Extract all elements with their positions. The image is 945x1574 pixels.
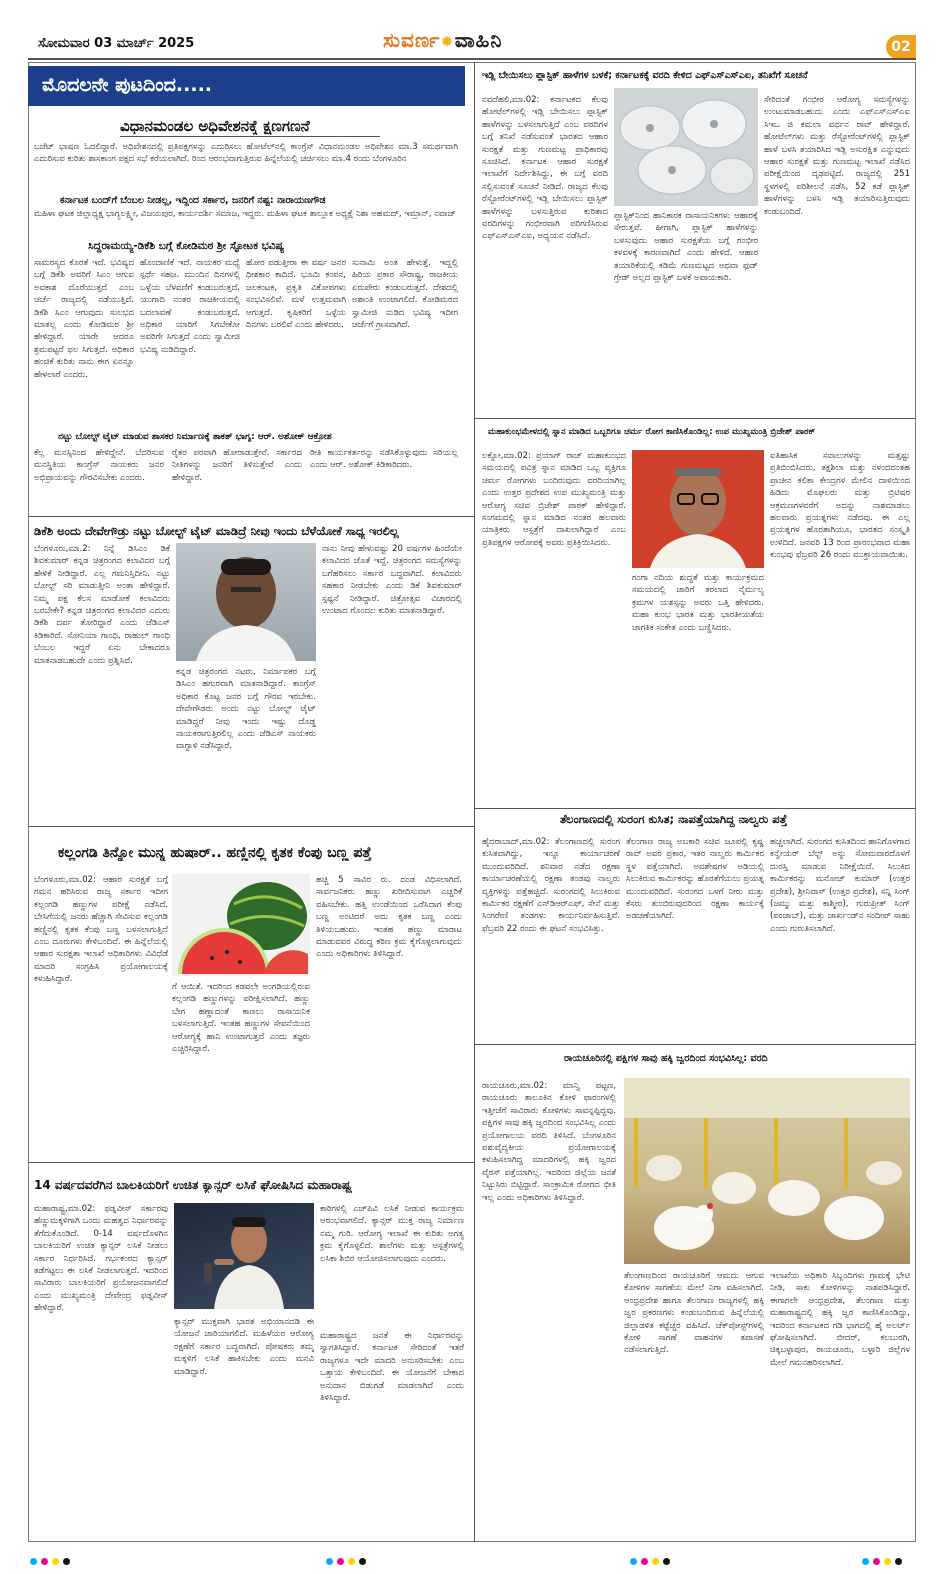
kumbh-col-1: ಲಕ್ನೋ,ಮಾ.02: ಪ್ರಯಾಗ್ ರಾಜ್ ಮಹಾಕುಂಭದ ಸಮಯದಲ್ಲಿ ಪವಿತ್ರ ಸ್ನಾನ ಮಾಡಿದ ಒಬ್ಬ ವ್ಯಕ್ತಿಗೂ ಚರ್ಮ ರೋಗಗಳು ಬಂದಿರುವುದು ವರದಿಯಾಗಿಲ್ಲ ಎಂದು ಉತ್ತರ ಪ್ರದೇಶದ ಉಪ ಮುಖ್ಯಮಂತ್ರಿ ಮತ್ತು ಆರೋಗ್ಯ ಸಚಿವ ಬ್ರಿಜೇಶ್ ಪಾಠಕ್ ಹೇಳಿದ್ದಾರೆ. ಸಂಗಮದಲ್ಲಿ ಸ್ನಾನ ಮಾಡಿದ ನಂತರ ಹಲವಾರು ಯಾತ್ರಿಕರು ಆಸ್ಪತ್ರೆಗೆ ದಾಖಲಾಗಿದ್ದಾರೆ ಎಂಬ ಪ್ರತಿಪಕ್ಷಗಳ ಆರೋಪಕ್ಕೆ ಅವರು ಪ್ರತಿಕ್ರಿಯಿಸಿದರು. bbox=[482, 451, 626, 548]
column-divider bbox=[474, 62, 475, 1542]
kumbh-col-2: ಐತಿಹಾಸಿಕ ಸವಾಲುಗಳನ್ನು ಮತ್ತಷ್ಟು ಪ್ರತಿಬಿಂಬಿಸಿದರು, ತಕ್ಷಶಿಲಾ ಮತ್ತು ನಳಂದದಂತಹ ಪ್ರಾಚೀನ ಕಲಿಕಾ ಕೇಂದ್ರಗಳ ಮೇಲಿನ ದಾಳಿಯಿಂದ ಹಿಡಿದು ಮೊಘಲರು ಮತ್ತು ಬ್ರಿಟಿಷರ ಆಕ್ರಮಣಗಳವರೆಗೆ ಅದನ್ನು ನಾಶಮಾಡಲು ಹಲವಾರು ಪ್ರಯತ್ನಗಳು ನಡೆದವು. ಈ ಎಲ್ಲ ಪ್ರಯತ್ನಗಳ ಹೊರತಾಗಿಯೂ, ಭಾರತದ ಸಂಸ್ಕೃತಿ ಉಳಿದಿದೆ. ಜನವರಿ 13 ರಿಂದ ಪ್ರಾರಂಭವಾದ ಮಹಾ ಕುಂಭವು ಫೆಬ್ರವರಿ 26 ರಂದು ಮುಕ್ತಾಯವಾಯಿತು. bbox=[770, 451, 910, 561]
watermelon-col-2: ಗೆ ಆಯಿತೆ. ಇದರಿಂದ ಕಡವಲೇ ಅಂಗಡಿಯಲ್ಲಿರುವ ಕಲ್ಲಂಗಡಿ ಹಣ್ಣುಗಳನ್ನು ಪರೀಕ್ಷಿಸಲಾಗಿದೆ. ಹಣ್ಣು ಬೇಗ ಹಣ್ಣಾದಂತೆ ಕಾಣಲು ರಾಸಾಯನಿಕ ಬಳಸಲಾಗುತ್ತಿದೆ. ಇಂತಹ ಹಣ್ಣುಗಳ ಸೇವನೆಯಿಂದ ಆರೋಗ್ಯಕ್ಕೆ ಹಾನಿ ಉಂಟಾಗುತ್ತದೆ ಎಂದು ತಜ್ಞರು ಎಚ್ಚರಿಸಿದ್ದಾರೆ. bbox=[172, 982, 310, 1055]
idli-plates-photo bbox=[614, 88, 758, 206]
headline-tunnel: ತೆಲಂಗಾಣದಲ್ಲಿ ಸುರಂಗ ಕುಸಿತ; ನಾಪತ್ತೆಯಾಗಿದ್ದ ನಾಲ್ವರು ಪತ್ತೆ bbox=[560, 812, 788, 826]
bandh-text: ಮಹಿಳಾ ಘಟಕ ಜಿಲ್ಲಾಧ್ಯಕ್ಷ ಭಾಗ್ಯಲಕ್ಷ್ಮೀ, ವಿಜಯಪುರ, ಕಾರ್ಯದರ್ಶಿ ಸಮಾಜ, ಇದ್ದರು. ಮಹಿಳಾ ಘಟಕ ತಾಲ್ಲೂಕ ಅಧ್ಯಕ್ಷೆ ನಿಶಾ ಅಹಮದ್, ಇಮ್ರಾನ್, ನವಾಜ್ bbox=[34, 209, 456, 219]
logo-part-suvarna: ಸುವರ್ಣ bbox=[383, 28, 441, 52]
vaccine-col-4: ಮಹಾರಾಷ್ಟ್ರದ ಜನತೆ ಈ ನಿರ್ಧಾರವನ್ನು ಸ್ವಾಗತಿಸಿದ್ದಾರೆ. ಕರ್ನಾಟಕ ಸೇರಿದಂತೆ ಇತರೆ ರಾಜ್ಯಗಳೂ ಇದೇ ಮಾದರಿ ಅನುಸರಿಸಬೇಕು ಎಂಬ ಒತ್ತಾಯ ಕೇಳಿಬಂದಿದೆ. ಈ ಯೋಜನೆಗೆ ಬೇಕಾದ ಅನುದಾನ ಬಿಡುಗಡೆ ಮಾಡಲಾಗಿದೆ ಎಂದು ತಿಳಿಸಿದ್ದಾರೆ. bbox=[320, 1331, 464, 1404]
poultry-farm-photo bbox=[624, 1078, 910, 1264]
portrait-photo bbox=[632, 450, 764, 568]
watermelon-col-1: ಬೆಂಗಳೂರು,ಮಾ.02: ಆಹಾರ ಸುರಕ್ಷತೆ ಬಗ್ಗೆ ಗಮನ ಹರಿಸಿರುವ ರಾಜ್ಯ ಸರ್ಕಾರ ಇದೀಗ ಕಲ್ಲಂಗಡಿ ಹಣ್ಣುಗಳ ಪರೀಕ್ಷೆ ನಡೆಸಿದೆ. ಬೇಸಿಗೆಯಲ್ಲಿ ಜನರು ಹೆಚ್ಚಾಗಿ ಸೇವಿಸುವ ಕಲ್ಲಂಗಡಿ ಹಣ್ಣಿನಲ್ಲಿ ಕೃತಕ ಕೆಂಪು ಬಣ್ಣ ಬಳಸಲಾಗುತ್ತಿದೆ ಎಂಬ ದೂರುಗಳು ಕೇಳಿಬಂದಿವೆ. ಈ ಹಿನ್ನೆಲೆಯಲ್ಲಿ ಆಹಾರ ಸುರಕ್ಷತಾ ಇಲಾಖೆ ಅಧಿಕಾರಿಗಳು ವಿವಿಧೆಡೆ ಮಾದರಿ ಸಂಗ್ರಹಿಸಿ ಪ್ರಯೋಗಾಲಯಕ್ಕೆ ಕಳುಹಿಸಿದ್ದಾರೆ. bbox=[34, 875, 168, 985]
print-registration-marks-far-right bbox=[862, 1558, 902, 1566]
dk-col-1: ಬೆಂಗಳೂರು,ಮಾ.2: ನಿನ್ನೆ ಡಿಸಿಎಂ ಡಿಕೆ ಶಿವಕುಮಾರ್ ಕನ್ನಡ ಚಿತ್ರರಂಗದ ಕಲಾವಿದರ ಬಗ್ಗೆ ಹೇಳಿಕೆ ನೀಡಿದ್ದಾರೆ. ಎಲ್ಲ ಗಮನಿಸ್ತಿದೀನಿ. ನಟ್ಟು ಬೋಲ್ಟ್ ಸರಿ ಮಾಡುತ್ತೀನಿ ಅಂತಾ ಹೇಳಿದ್ದಾರೆ. ನಿಮ್ಮ ಪಕ್ಷ ಕೆಲಸ ಮಾಡೋಕೆ ಕಲಾವಿದರು ಬರಬೇಕೇ? ಕನ್ನಡ ಚಿತ್ರರಂಗದ ಕಲಾವಿದರ ಎದುರು ಡಿಕೆಶಿ ದರ್ಪ ತೋರಿದ್ದಾರೆ ಎಂದು ಜೆಡಿಎಸ್ ಕಿಡಿಕಾರಿದೆ. ಸೋನಿಯಾ ಗಾಂಧಿ, ರಾಹುಲ್ ಗಾಂಧಿ ಬೆಂಬಲ ಇದ್ದರೆ ಏನು ಬೇಕಾದರೂ ಮಾತನಾಡಬಹುದೇ ಎಂದು ಪ್ರಶ್ನಿಸಿದೆ. bbox=[34, 544, 170, 666]
issue-date: ಸೋಮವಾರ 03 ಮಾರ್ಚ್ 2025 bbox=[38, 36, 195, 51]
page-number: 02 bbox=[886, 35, 916, 59]
headline-kumbh: ಮಹಾಕುಂಭಮೇಳದಲ್ಲಿ ಸ್ನಾನ ಮಾಡಿದ ಒಬ್ಬರಿಗೂ ಚರ್ಮ ರೋಗ ಕಾಣಿಸಿಕೊಂಡಿಲ್ಲ: ಉಪ ಮುಖ್ಯಮಂತ್ರಿ ಬ್ರಿಜೇಶ್ ಪಾಠಕ್ bbox=[488, 427, 816, 437]
masthead bbox=[0, 0, 945, 62]
subhead-kodimath: ಸಿದ್ದರಾಮಯ್ಯ-ಡಿಕೆಶಿ ಬಗ್ಗೆ ಕೋಡಿಮಠ ಶ್ರೀ ಸ್ಫೋಟಕ ಭವಿಷ್ಯ bbox=[88, 240, 285, 252]
kumbh-caption-text: ಗಂಗಾ ನದಿಯ ಶುದ್ಧತೆ ಮತ್ತು ಕಾರ್ಯಕ್ರಮದ ಸಮಯದಲ್ಲಿ ಜಾರಿಗೆ ತರಲಾದ ನೈರ್ಮಲ್ಯ ಕ್ರಮಗಳ ಯಶಸ್ಸನ್ನು ಅವರು ಒತ್ತಿ ಹೇಳಿದರು. ಮಹಾ ಕುಂಭ ಭಾರತ ಮತ್ತು ಭಾರತೀಯತೆಯ ಜಾಗತಿಕ ಸಂಕೇತ ಎಂದು ಬಣ್ಣಿಸಿದರು. bbox=[632, 573, 764, 633]
headline-poultry: ರಾಯಚೂರಿನಲ್ಲಿ ಪಕ್ಷಿಗಳ ಸಾವು ಹಕ್ಕಿ ಜ್ವರದಿಂದ ಸಂಭವಿಸಿಲ್ಲ: ವರದಿ bbox=[564, 1053, 768, 1064]
print-registration-marks-right bbox=[630, 1558, 670, 1566]
headline-assembly: ವಿಧಾನಮಂಡಲ ಅಧಿವೇಶನಕ್ಕೆ ಕ್ಷಣಗಣನೆ bbox=[120, 117, 310, 135]
dk-col-2: ಕನ್ನಡ ಚಿತ್ರರಂಗದ ನಟರು, ನಿರ್ಮಾಪಕರ ಬಗ್ಗೆ ಡಿಸಿಎಂ ಹಗುರವಾಗಿ ಮಾತನಾಡಿದ್ದಾರೆ. ಕಾಂಗ್ರೆಸ್ ಅಧಿಕಾರ ಕೊಟ್ಟ ಜನರ ಬಗ್ಗೆ ಗೌರವ ಇರಬೇಕು. ದೇವೇಗೌಡರು ಅಂದು ನಟ್ಟು ಬೋಲ್ಟ್ ಟೈಟ್ ಮಾಡಿದ್ದರೆ ನೀವು ಇಂದು ಇಷ್ಟು ದೊಡ್ಡ ನಾಯಕರಾಗುತ್ತಿರಲಿಲ್ಲ ಎಂದು ಜೆಡಿಎಸ್ ನಾಯಕರು ವಾಗ್ದಾಳಿ ನಡೆಸಿದ್ದಾರೆ. bbox=[176, 667, 316, 752]
headline-watermelon: ಕಲ್ಲಂಗಡಿ ತಿನ್ನೋ ಮುನ್ನ ಹುಷಾರ್.. ಹಣ್ಣಿನಲ್ಲಿ ಕೃತಕ ಕೆಂಪು ಬಣ್ಣ ಪತ್ತೆ bbox=[58, 845, 372, 861]
story-divider bbox=[28, 826, 474, 827]
ashok-col-2: ರೈತರ ಪರವಾಗಿ ಹೋರಾಡುತ್ತೇವೆ. ಸರ್ಕಾರದ ನೀತಿಗಳನ್ನು ಜನರಿಗೆ ತಿಳಿಸುತ್ತೇವೆ ಎಂದು ಹೇಳಿದ್ದಾರೆ. bbox=[172, 448, 302, 483]
tunnel-col-1: ಹೈದರಾಬಾದ್,ಮಾ.02: ತೆಲಂಗಾಣದಲ್ಲಿ ಸುರಂಗ ಕುಸಿತವಾಗಿದ್ದು, ಇನ್ನೂ ಕಾರ್ಯಾಚರಣೆ ಮುಂದುವರಿದಿದೆ. ಶನಿವಾರ ನಡೆದ ರಕ್ಷಣಾ ಕಾರ್ಯಾಚರಣೆಯಲ್ಲಿ ರಕ್ಷಣಾ ತಂಡವು ನಾಲ್ವರು ವ್ಯಕ್ತಿಗಳನ್ನು ಪತ್ತೆಹಚ್ಚಿದೆ. ಸುರಂಗದಲ್ಲಿ ಸಿಲುಕಿರುವ ಕಾರ್ಮಿಕರ ರಕ್ಷಣೆಗೆ ಎನ್‌ಡಿಆರ್‌ಎಫ್, ಸೇನೆ ಮತ್ತು ಸಿಂಗರೇಣಿ ತಂಡಗಳು ಕಾರ್ಯನಿರ್ವಹಿಸುತ್ತಿವೆ. ಫೆಬ್ರವರಿ 22 ರಂದು ಈ ಘಟನೆ ಸಂಭವಿಸಿತ್ತು. bbox=[482, 837, 620, 934]
idli-col-2: ಸೇರಿದಂತೆ ಗಂಭೀರ ಆರೋಗ್ಯ ಸಮಸ್ಯೆಗಳನ್ನು ಉಂಟುಮಾಡಬಹುದು ಎಂದು ಎಫ್‌ಎಸ್‌ಎಸ್‌ಎಐ ಸಿಇಒ ಜಿ ಕಮಲಾ ವರ್ಧನ ರಾವ್ ಹೇಳಿದ್ದಾರೆ. ಹೋಟೆಲ್‌ಗಳು ಮತ್ತು ರೆಸ್ಟೋರೆಂಟ್‌ಗಳಲ್ಲಿ ಪ್ಲಾಸ್ಟಿಕ್ ಹಾಳೆ ಬಳಸಿ ತಯಾರಿಸಿದ ಇಡ್ಲಿ ಅಸುರಕ್ಷಿತ ಎನ್ನುವುದು ಆಹಾರ ಸುರಕ್ಷತೆ ಮತ್ತು ಗುಣಮಟ್ಟ ಇಲಾಖೆ ನಡೆಸಿದ ಪರೀಕ್ಷೆಯಿಂದ ದೃಢಪಟ್ಟಿದೆ. ರಾಜ್ಯದಲ್ಲಿ 251 ಸ್ಥಳಗಳಲ್ಲಿ ಪರಿಶೀಲನೆ ನಡೆಸಿ, 52 ಕಡೆ ಪ್ಲಾಸ್ಟಿಕ್ ಹಾಳೆಗಳನ್ನು ಬಳಸಿ ಇಡ್ಲಿ ತಯಾರಿಸುತ್ತಿರುವುದು ಕಂಡುಬಂದಿದೆ. bbox=[764, 95, 910, 217]
sun-flame-logo-icon: ✹ bbox=[440, 32, 455, 51]
masthead-rule bbox=[28, 58, 916, 60]
kodimath-col-3: ಹೋರ ಪಡುತ್ತೀರಾ ಈ ವರ್ಷ ಜನರ ಧೀಶಕಾರ ಕಾದಿದೆ. ಭೂಮಿ ಕಂಪನ, ಜಲಕಂಟಕ, ಪ್ರಕೃತಿ ವಿಕೋಪಗಳು ಸಂಭವಿಸಲಿವೆ. ಮಳೆ ಉತ್ತಮವಾಗಿ ಆಗುತ್ತದೆ. ಕೃಷಿಕರಿಗೆ ಒಳ್ಳೆಯ ದಿನಗಳು ಬರಲಿವೆ ಎಂದು ಹೇಳಿದರು. bbox=[246, 258, 346, 331]
headline-vaccine: 14 ವರ್ಷದವರೆಗಿನ ಬಾಲಕಿಯರಿಗೆ ಉಚಿತ ಕ್ಯಾನ್ಸರ್ ಲಸಿಕೆ ಘೋಷಿಸಿದ ಮಹಾರಾಷ್ಟ್ರ bbox=[34, 1178, 352, 1192]
vaccine-col-2: ಕಾರಿಗಳಲ್ಲಿ ಎಚ್‌ಪಿವಿ ಲಸಿಕೆ ನೀಡುವ ಕಾರ್ಯಕ್ರಮ ಆರಂಭವಾಗಲಿದೆ. ಕ್ಯಾನ್ಸರ್ ಮುಕ್ತ ರಾಜ್ಯ ನಿರ್ಮಾಣ ನಮ್ಮ ಗುರಿ. ಆರೋಗ್ಯ ಇಲಾಖೆ ಈ ಕುರಿತು ಅಗತ್ಯ ಕ್ರಮ ಕೈಗೊಳ್ಳಲಿದೆ. ಶಾಲೆಗಳು ಮತ್ತು ಆಸ್ಪತ್ರೆಗಳಲ್ಲಿ ಲಸಿಕಾ ಶಿಬಿರ ಆಯೋಜಿಸಲಾಗುವುದು ಎಂದರು. bbox=[320, 1204, 464, 1264]
idli-caption-text: ಪ್ಲಾಸ್ಟಿಕ್‌ನಿಂದ ಹಾನಿಕಾರಕ ರಾಸಾಯನಿಕಗಳು ಆಹಾರಕ್ಕೆ ಸೇರುತ್ತವೆ. ಹೀಗಾಗಿ, ಪ್ಲಾಸ್ಟಿಕ್ ಹಾಳೆಗಳನ್ನು ಬಳಸುವುದು ಆಹಾರ ಸುರಕ್ಷತೆಯ ಬಗ್ಗೆ ಗಂಭೀರ ಕಳವಳಕ್ಕೆ ಕಾರಣವಾಗಿದೆ ಎಂದು ಹೇಳಿದೆ. ಆಹಾರ ತಯಾರಿಕೆಯಲ್ಲಿ ಕಡಿಮೆ ಗುಣಮಟ್ಟದ ಅಥವಾ ಫುಡ್ ಗ್ರೇಡ್ ಅಲ್ಲದ ಪ್ಲಾಸ್ಟಿಕ್ ಬಳಕೆ ಅಪಾಯಕಾರಿ. bbox=[614, 211, 758, 284]
story-divider bbox=[28, 1162, 474, 1163]
headline-dk: ಡಿಕೆಶಿ ಅಂದು ದೇವೇಗೌಡ್ರು ನಟ್ಟು ಬೋಲ್ಟ್ ಟೈಟ್ ಮಾಡಿದ್ರೆ ನೀವು ಇಂದು ಬೆಳೆಯೋಕೆ ಸಾಧ್ಯ ಇರಲಿಲ್ಲ bbox=[34, 524, 399, 538]
dk-col-3: ನಾನು ನೀವು ಹೇಳುವಷ್ಟು 20 ವರ್ಷಗಳ ಹಿಂದೆಯೇ ಕಲಾವಿದರ ಜೊತೆ ಇದ್ದೆ. ಚಿತ್ರರಂಗದ ಸಮಸ್ಯೆಗಳನ್ನು ಬಗೆಹರಿಸಲು ಸರ್ಕಾರ ಬದ್ಧವಾಗಿದೆ. ಕಲಾವಿದರು ಸಹಕಾರ ನೀಡಬೇಕು ಎಂದು ಡಿಕೆ ಶಿವಕುಮಾರ್ ಸ್ಪಷ್ಟನೆ ನೀಡಿದ್ದಾರೆ. ಚಿತ್ರೋತ್ಸವ ವಿಚಾರದಲ್ಲಿ ಉಂಟಾದ ಗೊಂದಲ ಕುರಿತು ಮಾತನಾಡಿದ್ದಾರೆ. bbox=[322, 544, 462, 617]
tunnel-col-3: ಹಚ್ಚಲಾಗಿದೆ. ಸುರಂಗದ ಕುಸಿತದಿಂದ ಹಾನಿಗೊಳಗಾದ ಕನ್ವೇಯರ್ ಬೆಲ್ಟ್ ಅನ್ನು ಸೋಮವಾರದೊಳಗೆ ದುರಸ್ತಿ ಮಾಡುವ ನಿರೀಕ್ಷೆಯಿದೆ. ಸಿಲುಕಿದ ಕಾರ್ಮಿಕರನ್ನು ಮನೋಜ್ ಕುಮಾರ್ (ಉತ್ತರ ಪ್ರದೇಶ), ಶ್ರೀನಿವಾಸ್ (ಉತ್ತರ ಪ್ರದೇಶ), ಸನ್ನಿ ಸಿಂಗ್ (ಜಮ್ಮು ಮತ್ತು ಕಾಶ್ಮೀರ), ಗುರುಪ್ರೀತ್ ಸಿಂಗ್ (ಪಂಜಾಬ್), ಮತ್ತು ಜಾರ್ಖಂಡ್‌ನ ಸಂದೀಪ್ ಸಾಹು ಎಂದು ಗುರುತಿಸಲಾಗಿದೆ. bbox=[770, 837, 910, 934]
logo-part-vahini: ವಾಹಿನಿ bbox=[454, 28, 503, 52]
subhead-bandh: ಕರ್ನಾಟಕ ಬಂದ್‌ಗೆ ಬೆಂಬಲ ನೀಡಲ್ಲ, ಇದ್ದಿಂದ ಸರ್ಕಾರ, ಜನರಿಗೆ ನಷ್ಟ: ನಾರಾಯಣಗೌಡ bbox=[60, 195, 326, 206]
print-registration-marks-left bbox=[30, 1558, 70, 1566]
print-registration-marks-center bbox=[326, 1558, 366, 1566]
vaccine-col-3: ಕ್ಯಾನ್ಸರ್ ಮುಕ್ತವಾಗಿ ಭಾರತ ಅಭಿಯಾನದಡಿ ಈ ಯೋಜನೆ ಜಾರಿಯಾಗಲಿದೆ. ಮಹಿಳೆಯರ ಆರೋಗ್ಯ ರಕ್ಷಣೆಗೆ ಸರ್ಕಾರ ಬದ್ಧವಾಗಿದೆ. ಪೋಷಕರು ತಮ್ಮ ಮಕ್ಕಳಿಗೆ ಲಸಿಕೆ ಹಾಕಿಸಬೇಕು ಎಂದು ಮನವಿ ಮಾಡಿದ್ದಾರೆ. bbox=[174, 1317, 314, 1377]
section-title: ಮೊದಲನೇ ಪುಟದಿಂದ..... bbox=[28, 66, 465, 106]
subhead-ashok: ನಟ್ಟು ಬೋಲ್ಟ್ ಟೈಟ್ ಮಾಡುವ ಶಾಸಕರ ನಿರ್ಮಾಣಕ್ಕೆ ತಾಕತ್ ಭಾಗ್ಯ: ಆರ್. ಅಶೋಕ್ ಆಕ್ರೋಶ bbox=[58, 432, 332, 442]
watermelon-col-3: ಹಚ್ಚಿ 5 ಸಾವಿರ ರು. ದಂಡ ವಿಧಿಸಲಾಗಿದೆ. ಸಾರ್ವಜನಿಕರು ಹಣ್ಣು ಖರೀದಿಸುವಾಗ ಎಚ್ಚರಿಕೆ ವಹಿಸಬೇಕು. ಹತ್ತಿ ಉಂಡೆಯಿಂದ ಒರೆಸಿದಾಗ ಕೆಂಪು ಬಣ್ಣ ಅಂಟಿದರೆ ಅದು ಕೃತಕ ಬಣ್ಣ ಎಂದು ತಿಳಿಯಬಹುದು. ಇಂತಹ ಹಣ್ಣು ಮಾರಾಟ ಮಾಡುವವರ ವಿರುದ್ಧ ಕಠಿಣ ಕ್ರಮ ಕೈಗೊಳ್ಳಲಾಗುವುದು ಎಂದು ಅಧಿಕಾರಿಗಳು ತಿಳಿಸಿದ್ದಾರೆ. bbox=[316, 875, 462, 960]
tunnel-col-2: ತೆಲಂಗಾಣ ರಾಜ್ಯ ಅಬಕಾರಿ ಸಚಿವ ಜೂಪಲ್ಲಿ ಕೃಷ್ಣ ರಾವ್ ಅವರ ಪ್ರಕಾರ, ಇತರ ನಾಲ್ವರು ಕಾರ್ಮಿಕರ ಸ್ಥಳ ಪತ್ತೆಯಾಗಿದೆ. ಅವಶೇಷಗಳ ಅಡಿಯಲ್ಲಿ ಸಿಲುಕಿರುವ ಕಾರ್ಮಿಕರನ್ನು ಹೊರತೆಗೆಯಲು ಪ್ರಯತ್ನ ಮುಂದುವರಿದಿದೆ. ಸುರಂಗದ ಒಳಗೆ ನೀರು ಮತ್ತು ಕೆಸರು ತುಂಬಿರುವುದರಿಂದ ರಕ್ಷಣಾ ಕಾರ್ಯಕ್ಕೆ ಅಡಚಣೆಯಾಗಿದೆ. bbox=[626, 837, 764, 922]
ashok-col-3: ರೀತಿ ಕಾರ್ಯಕರ್ತರನ್ನು ನಡೆಸಿಕೊಳ್ಳುವುದು ಸರಿಯಲ್ಲ ಎಂದು ಆರ್. ಅಶೋಕ್ ಕಿಡಿಕಾರಿದರು. bbox=[310, 448, 458, 471]
assembly-intro: ಬಜೆಟ್ ಭಾಷಣ ಓದಲಿದ್ದಾರೆ. ಅಧಿವೇಶನದಲ್ಲಿ ಪ್ರತಿಪಕ್ಷಗಳನ್ನು ಎದುರಿಸಲು ಹೋಟೆಲ್‌ನಲ್ಲಿ ಕಾಂಗ್ರೆಸ್ ವಿಧಾನಮಂಡಲ ಅಧಿವೇಶನ ಮಾ.3 ಸಮರ್ಥವಾಗಿ ಎದುರಿಸುವ ಕುರಿತು ಶಾಸಕಾಂಗ ಪಕ್ಷದ ಸಭೆ ಕರೆಯಲಾಗಿದೆ. ರಿಂದ ಆರಂಭವಾಗುತ್ತಿರುವ ಹಿನ್ನೆಲೆಯಲ್ಲಿ ಚರ್ಚಿಸಲು ಮಾ.4 ರಂದು ಬೆಂಗಳೂರಿನ bbox=[34, 142, 458, 165]
kodimath-col-2: ಹೊಂದಾಣಿಕೆ ಇದೆ. ನಾಯಕರ ಮಧ್ಯೆ ಸ್ಪರ್ಧೆ ಸಹಜ. ಮುಂದಿನ ದಿನಗಳಲ್ಲಿ ಒಳ್ಳೆಯ ಬೆಳವಣಿಗೆ ಕಂಡುಬರುತ್ತದೆ. ಯುಗಾದಿ ನಂತರ ರಾಜಕೀಯದಲ್ಲಿ ಬದಲಾವಣೆ ಕಂಡುಬರುತ್ತದೆ. ಅಧಿಕಾರ ಯಾರಿಗೆ ಸಿಗಬೇಕೋ ಅವರಿಗೇ ಸಿಗುತ್ತದೆ ಎಂದು ಸ್ವಾಮೀಜಿ ಭವಿಷ್ಯ ನುಡಿದಿದ್ದಾರೆ. bbox=[140, 258, 240, 355]
headline-underline bbox=[120, 136, 380, 137]
watermelon-photo bbox=[172, 874, 310, 976]
kodimath-col-1: ಸಾಮರಸ್ಯದ ಕೊರತೆ ಇದೆ. ಭವಿಷ್ಯದ ಬಗ್ಗೆ ಡಿಕೆಶಿ ಅವರಿಗೆ ಸಿಎಂ ಆಗುವ ಅವಕಾಶ ದೊರೆಯುತ್ತದೆ ಎಂಬ ಚರ್ಚೆ ರಾಜ್ಯದಲ್ಲಿ ನಡೆಯುತ್ತಿದೆ. ಡಿಕೆಶಿ ಸಿಎಂ ಆಗುವುದು ಸುಲಭದ ಮಾತಲ್ಲ ಎಂದು ಕೋಡಿಮಠ ಶ್ರೀ ಹೇಳಿದ್ದಾರೆ. ಯಾರೇ ಆದರೂ ಶ್ರಮಪಟ್ಟರೆ ಫಲ ಸಿಗುತ್ತದೆ. ಅಧಿಕಾರ ಹಂಚಿಕೆ ಕುರಿತು ನಾನು ಈಗ ಏನನ್ನೂ ಹೇಳಲಾರೆ ಎಂದರು. bbox=[34, 258, 134, 380]
story-divider bbox=[28, 516, 474, 517]
poultry-col-1: ರಾಯಚೂರು,ಮಾ.02: ಮಾನ್ವಿ ಪಟ್ಟಣ, ರಾಯಚೂರು ತಾಲೂಕಿನ ಕೋಳಿ ಫಾರಂಗಳಲ್ಲಿ ಇತ್ತೀಚೆಗೆ ಸಾವಿರಾರು ಕೋಳಿಗಳು ಸಾವನ್ನಪ್ಪಿದ್ದವು. ಪಕ್ಷಿಗಳ ಸಾವು ಹಕ್ಕಿ ಜ್ವರದಿಂದ ಸಂಭವಿಸಿಲ್ಲ ಎಂದು ಪ್ರಯೋಗಾಲಯ ವರದಿ ತಿಳಿಸಿದೆ. ಬೆಂಗಳೂರಿನ ಪಶುವೈದ್ಯಕೀಯ ಪ್ರಯೋಗಾಲಯಕ್ಕೆ ಕಳುಹಿಸಲಾಗಿದ್ದ ಮಾದರಿಗಳಲ್ಲಿ ಹಕ್ಕಿ ಜ್ವರದ ವೈರಸ್ ಪತ್ತೆಯಾಗಿಲ್ಲ. ಇದರಿಂದ ಜಿಲ್ಲೆಯ ಜನತೆ ನಿಟ್ಟುಸಿರು ಬಿಟ್ಟಿದ್ದಾರೆ. ಸಾಂಕ್ರಾಮಿಕ ರೋಗದ ಭೀತಿ ಇಲ್ಲ ಎಂದು ಅಧಿಕಾರಿಗಳು ತಿಳಿಸಿದ್ದಾರೆ. bbox=[482, 1081, 616, 1203]
poultry-col-3: ಇಲಾಖೆಯ ಅಧಿಕಾರಿ ಸಿಬ್ಬಂದಿಗಳು ಗ್ರಾಮಕ್ಕೆ ಭೇಟಿ ನೀಡಿ, ಸಾಕು ಕೋಳಿಗಳನ್ನು ನಾಶಪಡಿಸಿದ್ದಾರೆ. ಈಗಾಗಲೇ ಆಂಧ್ರಪ್ರದೇಶ, ತೆಲಂಗಾಣ ಮತ್ತು ಮಹಾರಾಷ್ಟ್ರದಲ್ಲಿ ಹಕ್ಕಿ ಜ್ವರ ಕಾಣಿಸಿಕೊಂಡಿದ್ದು, ಇದರಿಂದ ಕರ್ನಾಟಕದ ಗಡಿ ಭಾಗದಲ್ಲಿ ಹೈ ಅಲರ್ಟ್ ಘೋಷಿಸಲಾಗಿದೆ. ಬೀದರ್, ಕಲಬುರಗಿ, ಚಿಕ್ಕಬಳ್ಳಾಪುರ, ರಾಯಚೂರು, ಬಳ್ಳಾರಿ ಜಿಲ್ಲೆಗಳ ಮೇಲೆ ಗಮನಹರಿಸಲಾಗಿದೆ. bbox=[770, 1271, 910, 1368]
speaker-photo bbox=[174, 1203, 314, 1309]
newspaper-logo bbox=[383, 28, 503, 52]
story-divider bbox=[474, 418, 916, 419]
vaccine-col-1: ಮಹಾರಾಷ್ಟ್ರ,ಮಾ.02: ಫಡ್ನವೀಸ್ ಸರ್ಕಾರವು ಹೆಣ್ಣುಮಕ್ಕಳಿಗಾಗಿ ಒಂದು ಮಹತ್ವದ ನಿರ್ಧಾರವನ್ನು ತೆಗೆದುಕೊಂಡಿದೆ. 0-14 ವರ್ಷದೊಳಗಿನ ಬಾಲಕಿಯರಿಗೆ ಉಚಿತ ಕ್ಯಾನ್ಸರ್ ಲಸಿಕೆ ನೀಡಲು ಸರ್ಕಾರ ನಿರ್ಧರಿಸಿದೆ. ಗರ್ಭಕಂಠದ ಕ್ಯಾನ್ಸರ್ ತಡೆಗಟ್ಟಲು ಈ ಲಸಿಕೆ ನೀಡಲಾಗುತ್ತದೆ. ಇದರಿಂದ ಸಾವಿರಾರು ಬಾಲಕಿಯರಿಗೆ ಪ್ರಯೋಜನವಾಗಲಿದೆ ಎಂದು ಮುಖ್ಯಮಂತ್ರಿ ದೇವೇಂದ್ರ ಫಡ್ನವೀಸ್ ಹೇಳಿದ್ದಾರೆ. bbox=[34, 1204, 168, 1314]
story-divider bbox=[474, 808, 916, 809]
portrait-photo bbox=[176, 543, 316, 661]
story-divider bbox=[474, 1044, 916, 1045]
ashok-col-1: ಕೆಲ್ಲ ಮನಸ್ಸಿನಿಂದ ಹೇಳಿದ್ದೇನೆ. ಬೆದರಿಸುವ ಮನಸ್ಥಿತಿಯ ಕಾಂಗ್ರೆಸ್ ನಾಯಕರು ಜನರ ಅಭಿಪ್ರಾಯವನ್ನು ಗೌರವಿಸಬೇಕು ಎಂದರು. bbox=[34, 448, 164, 483]
idli-col-1: ನವದೆಹಲಿ,ಮಾ.02: ಕರ್ನಾಟಕದ ಕೆಲವು ಹೋಟೆಲ್‌ಗಳಲ್ಲಿ ಇಡ್ಲಿ ಬೇಯಿಸಲು ಪ್ಲಾಸ್ಟಿಕ್ ಹಾಳೆಗಳನ್ನು ಬಳಸಲಾಗುತ್ತಿದೆ ಎಂಬ ವರದಿಗಳ ಬಗ್ಗೆ ತನಿಖೆ ನಡೆಸುವಂತೆ ಭಾರತದ ಆಹಾರ ಸುರಕ್ಷತೆ ಮತ್ತು ಗುಣಮಟ್ಟ ಪ್ರಾಧಿಕಾರವು ಸೂಚಿಸಿದೆ. ಕರ್ನಾಟಕ ಆಹಾರ ಸುರಕ್ಷತೆ ಇಲಾಖೆಗೆ ನಿರ್ದೇಶಿಸಿದ್ದು, ಈ ಬಗ್ಗೆ ವರದಿ ಸಲ್ಲಿಸುವಂತೆ ಸೂಚನೆ ನೀಡಿದೆ. ರಾಜ್ಯದ ಕೆಲವು ರೆಸ್ಟೋರೆಂಟ್‌ಗಳಲ್ಲಿ ಇಡ್ಲಿ ಬೇಯಿಸಲು ಪ್ಲಾಸ್ಟಿಕ್ ಹಾಳೆಗಳನ್ನು ಬಳಸುತ್ತಿರುವ ಕುರಿತಾದ ವರದಿಗಳನ್ನು ಗಂಭೀರವಾಗಿ ಪರಿಗಣಿಸಿರುವ ಎಫ್‌ಎಸ್‌ಎಸ್‌ಎಐ, ಅಧ್ಯಯನ ನಡೆಸಿದೆ. bbox=[482, 95, 608, 242]
headline-idli: ಇಡ್ಲಿ ಬೇಯಿಸಲು ಪ್ಲಾಸ್ಟಿಕ್ ಹಾಳೆಗಳ ಬಳಕೆ; ಕರ್ನಾಟಕಕ್ಕೆ ವರದಿ ಕೇಳಿದ ಎಫ್‌ಎಸ್‌ಎಸ್‌ಎಐ, ತನಿಖೆಗೆ ಸೂಚನೆ bbox=[482, 70, 808, 81]
kodimath-col-4: ಸುನಾಮಿ ಅಂತ ಹೇಳುತ್ತೆ. ಇದ್ದಲ್ಲಿ ಹಿರಿಯ ಪ್ರಕಾರ ಸೌರಾಷ್ಟ್ರ, ರಾಜಕೀಯ ಏರುಪೇರು ಕಂಡುಬರುತ್ತದೆ. ದೇಶದಲ್ಲಿ ಅಶಾಂತಿ ಉಂಟಾಗಲಿದೆ. ಕೋಡಿಮಠದ ಸ್ವಾಮೀಜಿ ನುಡಿದ ಭವಿಷ್ಯ ಇದೀಗ ಚರ್ಚೆಗೆ ಗ್ರಾಸವಾಗಿದೆ. bbox=[352, 258, 458, 331]
poultry-col-2: ತೆಲಂಗಾಣದಿಂದ ರಾಯಚೂರಿಗೆ ಆಮದು ಆಗುವ ಕೋಳಿಗಳ ಸಾಗಣೆಯ ಮೇಲೆ ನಿಗಾ ವಹಿಸಲಾಗಿದೆ. ಆಂಧ್ರಪ್ರದೇಶ ಹಾಗೂ ತೆಲಂಗಾಣ ರಾಜ್ಯಗಳಲ್ಲಿ ಹಕ್ಕಿ ಜ್ವರ ಪ್ರಕರಣಗಳು ಕಂಡುಬಂದಿರುವ ಹಿನ್ನೆಲೆಯಲ್ಲಿ ಜಿಲ್ಲಾಡಳಿತ ಕಟ್ಟೆಚ್ಚರ ವಹಿಸಿದೆ. ಚೆಕ್‌ಪೋಸ್ಟ್‌ಗಳಲ್ಲಿ ಕೋಳಿ ಸಾಗಣೆ ವಾಹನಗಳ ತಪಾಸಣೆ ನಡೆಸಲಾಗುತ್ತಿದೆ. bbox=[624, 1271, 764, 1356]
